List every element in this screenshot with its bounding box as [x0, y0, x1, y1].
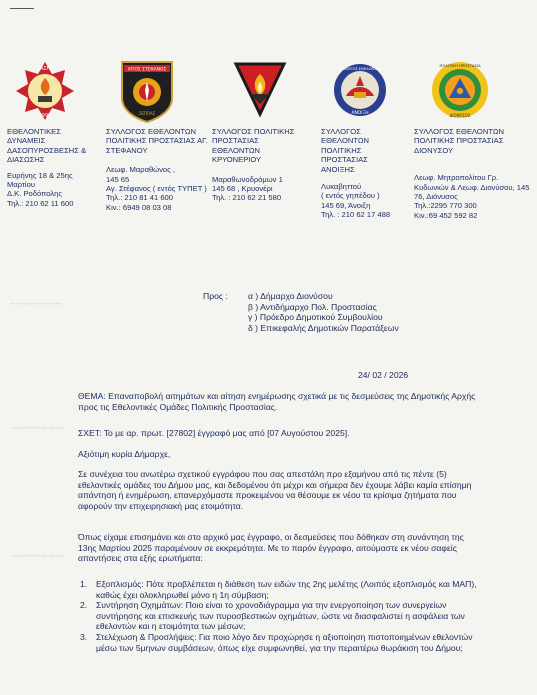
org-address [106, 165, 210, 212]
bleed-through-mark: ~~~~~~~ [10, 420, 64, 435]
recipients-list [248, 291, 399, 333]
org-block-anoixi [321, 127, 403, 220]
question-item [80, 579, 494, 600]
logo-1-year-text: 1997 [38, 113, 52, 119]
address-line: 145 65 [106, 174, 130, 184]
recipients-label: Προς : [203, 291, 228, 301]
address-line: Λεωφ. Μητροπολίτου Γρ. Κυδωνιών & Λεωφ. Διονύσου, 145 76, Διόνυσος [414, 173, 530, 202]
salutation: Αξιότιμη κυρία Δήμαρχε, [78, 449, 171, 459]
org-name: ΣΥΛΛΟΓΟΣ ΕΘΕΛΟΝΤΩΝ ΠΟΛΙΤΙΚΗΣ ΠΡΟΣΤΑΣΙΑΣ ΑΓ. ΣΤΕΦΑΝΟΥ [106, 127, 208, 155]
address-line: 145 68 , Κρυονέρι [212, 184, 273, 194]
recipient-item: β ) Αντιδήμαρχο Πολ. Προστασίας [248, 301, 377, 312]
reference-line: ΣΧΕΤ: Το με αρ. πρωτ. [27802] έγγραφό μας από [07 Αυγούστου 2025]. [78, 428, 350, 438]
org-name: ΣΥΛΛΟΓΟΣ ΕΘΕΛΟΝΤΩΝ ΠΟΛΙΤΙΚΗΣ ΠΡΟΣΤΑΣΙΑΣ ΑΝΟΙΞΗΣ [321, 127, 370, 174]
paragraph-questions-intro: Όπως είχαμε επισημάνει και στο αρχικό μας έγγραφο, οι δεσμεύσεις που δόθηκαν στη συνάντηση της 13ης Μαρτίου 2025 παραμένουν σε εκκρεμότητα. Με το παρόν έγγραφο, αιτούμαστε εκ νέου σαφείς απαντήσεις στα εξής ερωτήματα: [78, 532, 464, 564]
address-line: Τηλ.:2295 770 300 [414, 201, 477, 211]
org-address [321, 182, 403, 220]
bleed-through-mark: ~~~~~~~ [10, 296, 64, 311]
address-line: Τηλ.: 210 62 11 600 [7, 198, 74, 208]
volunteer-forest-firefighters-logo [14, 60, 76, 122]
letter-date: 24/ 02 / 2026 [358, 370, 409, 380]
question-text: Συντήρηση Οχημάτων: Ποιο είναι το χρονοδιάγραμμα για την ενεργοποίηση των συνεργείων συντήρησης και επισκευής των πυροσβεστικών οχημάτων, ώστε να διασφαλιστεί η ασφάλεια των εθελοντών και η ετοιμότητα των μέσων; [96, 600, 465, 632]
org-block-dionysos [414, 127, 530, 220]
anoixi-civil-protection-logo [332, 62, 388, 118]
address-line: Λυκαβηττού [321, 182, 362, 192]
address-line: Κιν.: 6949 08 03 08 [106, 202, 172, 212]
question-number: 3. [80, 631, 88, 642]
org-address [414, 173, 530, 220]
address-line: ( εντός γηπέδου ) [321, 191, 380, 201]
question-item [80, 600, 494, 632]
question-number: 1. [80, 579, 88, 589]
question-text: Εξοπλισμός: Πότε προβλέπεται η διάθεση των ειδών της 2ης μελέτης (Λοιπός εξοπλισμός και ΜΑΠ), καθώς έχει ολοκληρωθεί μόνο η 1η σύμβαση; [96, 579, 477, 600]
question-text: Στελέχωση & Προσλήψεις: Για ποιο λόγο δεν προχώρησε η αξιοποίηση πιστοποιημένων εθελοντών μέσω των 5μηνων συμβάσεων, όπως είχε συμφωνηθεί, για την περαιτέρω θωράκιση του Δήμου; [96, 631, 473, 653]
address-line: Τηλ. : 210 62 21 580 [212, 193, 282, 203]
logo-4-bottom-text: ΑΝΟΙΞΗ [351, 111, 369, 116]
address-line: Αγ. Στέφανος ( εντός ΤΥΠΕΤ ) [106, 184, 207, 194]
org-block-agios-stefanos [106, 127, 210, 212]
org-block-kryoneri [212, 127, 308, 203]
address-line: Λεωφ. Μαραθώνος , [106, 165, 176, 175]
recipient-item: δ ) Επικεφαλής Δημοτικών Παρατάξεων [248, 322, 399, 333]
top-dash-mark [10, 8, 34, 9]
paragraph-intro: Σε συνέχεια του ανωτέρω σχετικού εγγράφου που σας απεστάλη προ εξαμήνου από τις πέντε (5) εθελοντικές ομάδες του Δήμου μας, και δεδομένου ότι μέχρι και σήμερα δεν έχουμε λάβει καμία επίσημη απάντηση ή ενημέρωση, επανερχόμαστε προκειμένου να θέσουμε εκ νέου τα κρίσιμα ζητήματα που αφορούν την επιχειρησιακή μας ετοιμότητα. [78, 469, 472, 511]
bleed-through-mark: ~~~~~~~ [10, 548, 64, 563]
address-line: Τηλ. : 210 62 17 488 [321, 210, 391, 220]
recipient-item: α ) Δήμαρχο Διονύσου [248, 291, 333, 301]
logo-5-top-text: ΠΟΛΙΤΙΚΗ ΠΡΟΣΤΑΣΙΑ [439, 63, 481, 68]
org-block-forest-firefighters [7, 127, 95, 208]
org-address [7, 171, 95, 209]
org-name: ΣΥΛΛΟΓΟΣ ΠΟΛΙΤΙΚΗΣ ΠΡΟΣΤΑΣΙΑΣ ΕΘΕΛΟΝΤΩΝ ΚΡΥΟΝΕΡΙΟΥ [212, 127, 295, 165]
org-name: ΕΘΕΛΟΝΤΙΚΕΣ ΔΥΝΑΜΕΙΣ ΔΑΣΟΠΥΡΟΣΒΕΣΗΣ & ΔΙΑΣΩΣΗΣ [7, 127, 87, 165]
address-line: 145 69, Άνοιξη [321, 200, 371, 210]
logo-2-bottom-text: ΣΕΠΠΑΣ [138, 111, 156, 116]
agios-stefanos-civil-protection-logo [118, 58, 176, 124]
logo-4-top-text: ΣΥΛΛΟΓΟΣ ΕΘΕΛΟΝΤΩΝ [338, 67, 382, 71]
org-name: ΣΥΛΛΟΓΟΣ ΕΘΕΛΟΝΤΩΝ ΠΟΛΙΤΙΚΗΣ ΠΡΟΣΤΑΣΙΑΣ ΔΙΟΝΥΣΟΥ [414, 127, 504, 155]
kryoneri-civil-protection-flame-logo [232, 60, 288, 118]
logo-2-top-text: ΑΓΙΟΣ ΣΤΕΦΑΝΟΣ [127, 67, 167, 73]
questions-list [78, 579, 494, 653]
logo-5-bottom-text: ΔΙΟΝΥΣΟΣ [449, 113, 471, 118]
logo-1-top-text: ΔΑΣΗΣ [36, 66, 54, 72]
address-line: Μαραθωνοδρόμων 1 [212, 174, 283, 184]
address-line: Δ.Κ. Ροδόπολης [7, 189, 62, 199]
address-line: Ευρήνης 18 & 25ης Μαρτίου [7, 170, 73, 190]
recipient-item: γ ) Πρόεδρο Δημοτικού Συμβουλίου [248, 312, 383, 323]
question-item [80, 631, 494, 653]
org-address [212, 175, 308, 203]
question-number: 2. [80, 600, 88, 611]
dionysos-civil-protection-logo [430, 60, 490, 120]
address-line: Κιν.:69 452 592 82 [414, 210, 478, 220]
subject-line: ΘΕΜΑ: Επαναποβολή αιτημάτων και αίτηση ενημέρωσης σχετικά με τις δεσμεύσεις της Δημοτικής Αρχής προς τις Εθελοντικές Ομάδες Πολιτικής Προστασίας. [78, 391, 476, 412]
address-line: Τηλ.: 210 81 41 600 [106, 193, 173, 203]
